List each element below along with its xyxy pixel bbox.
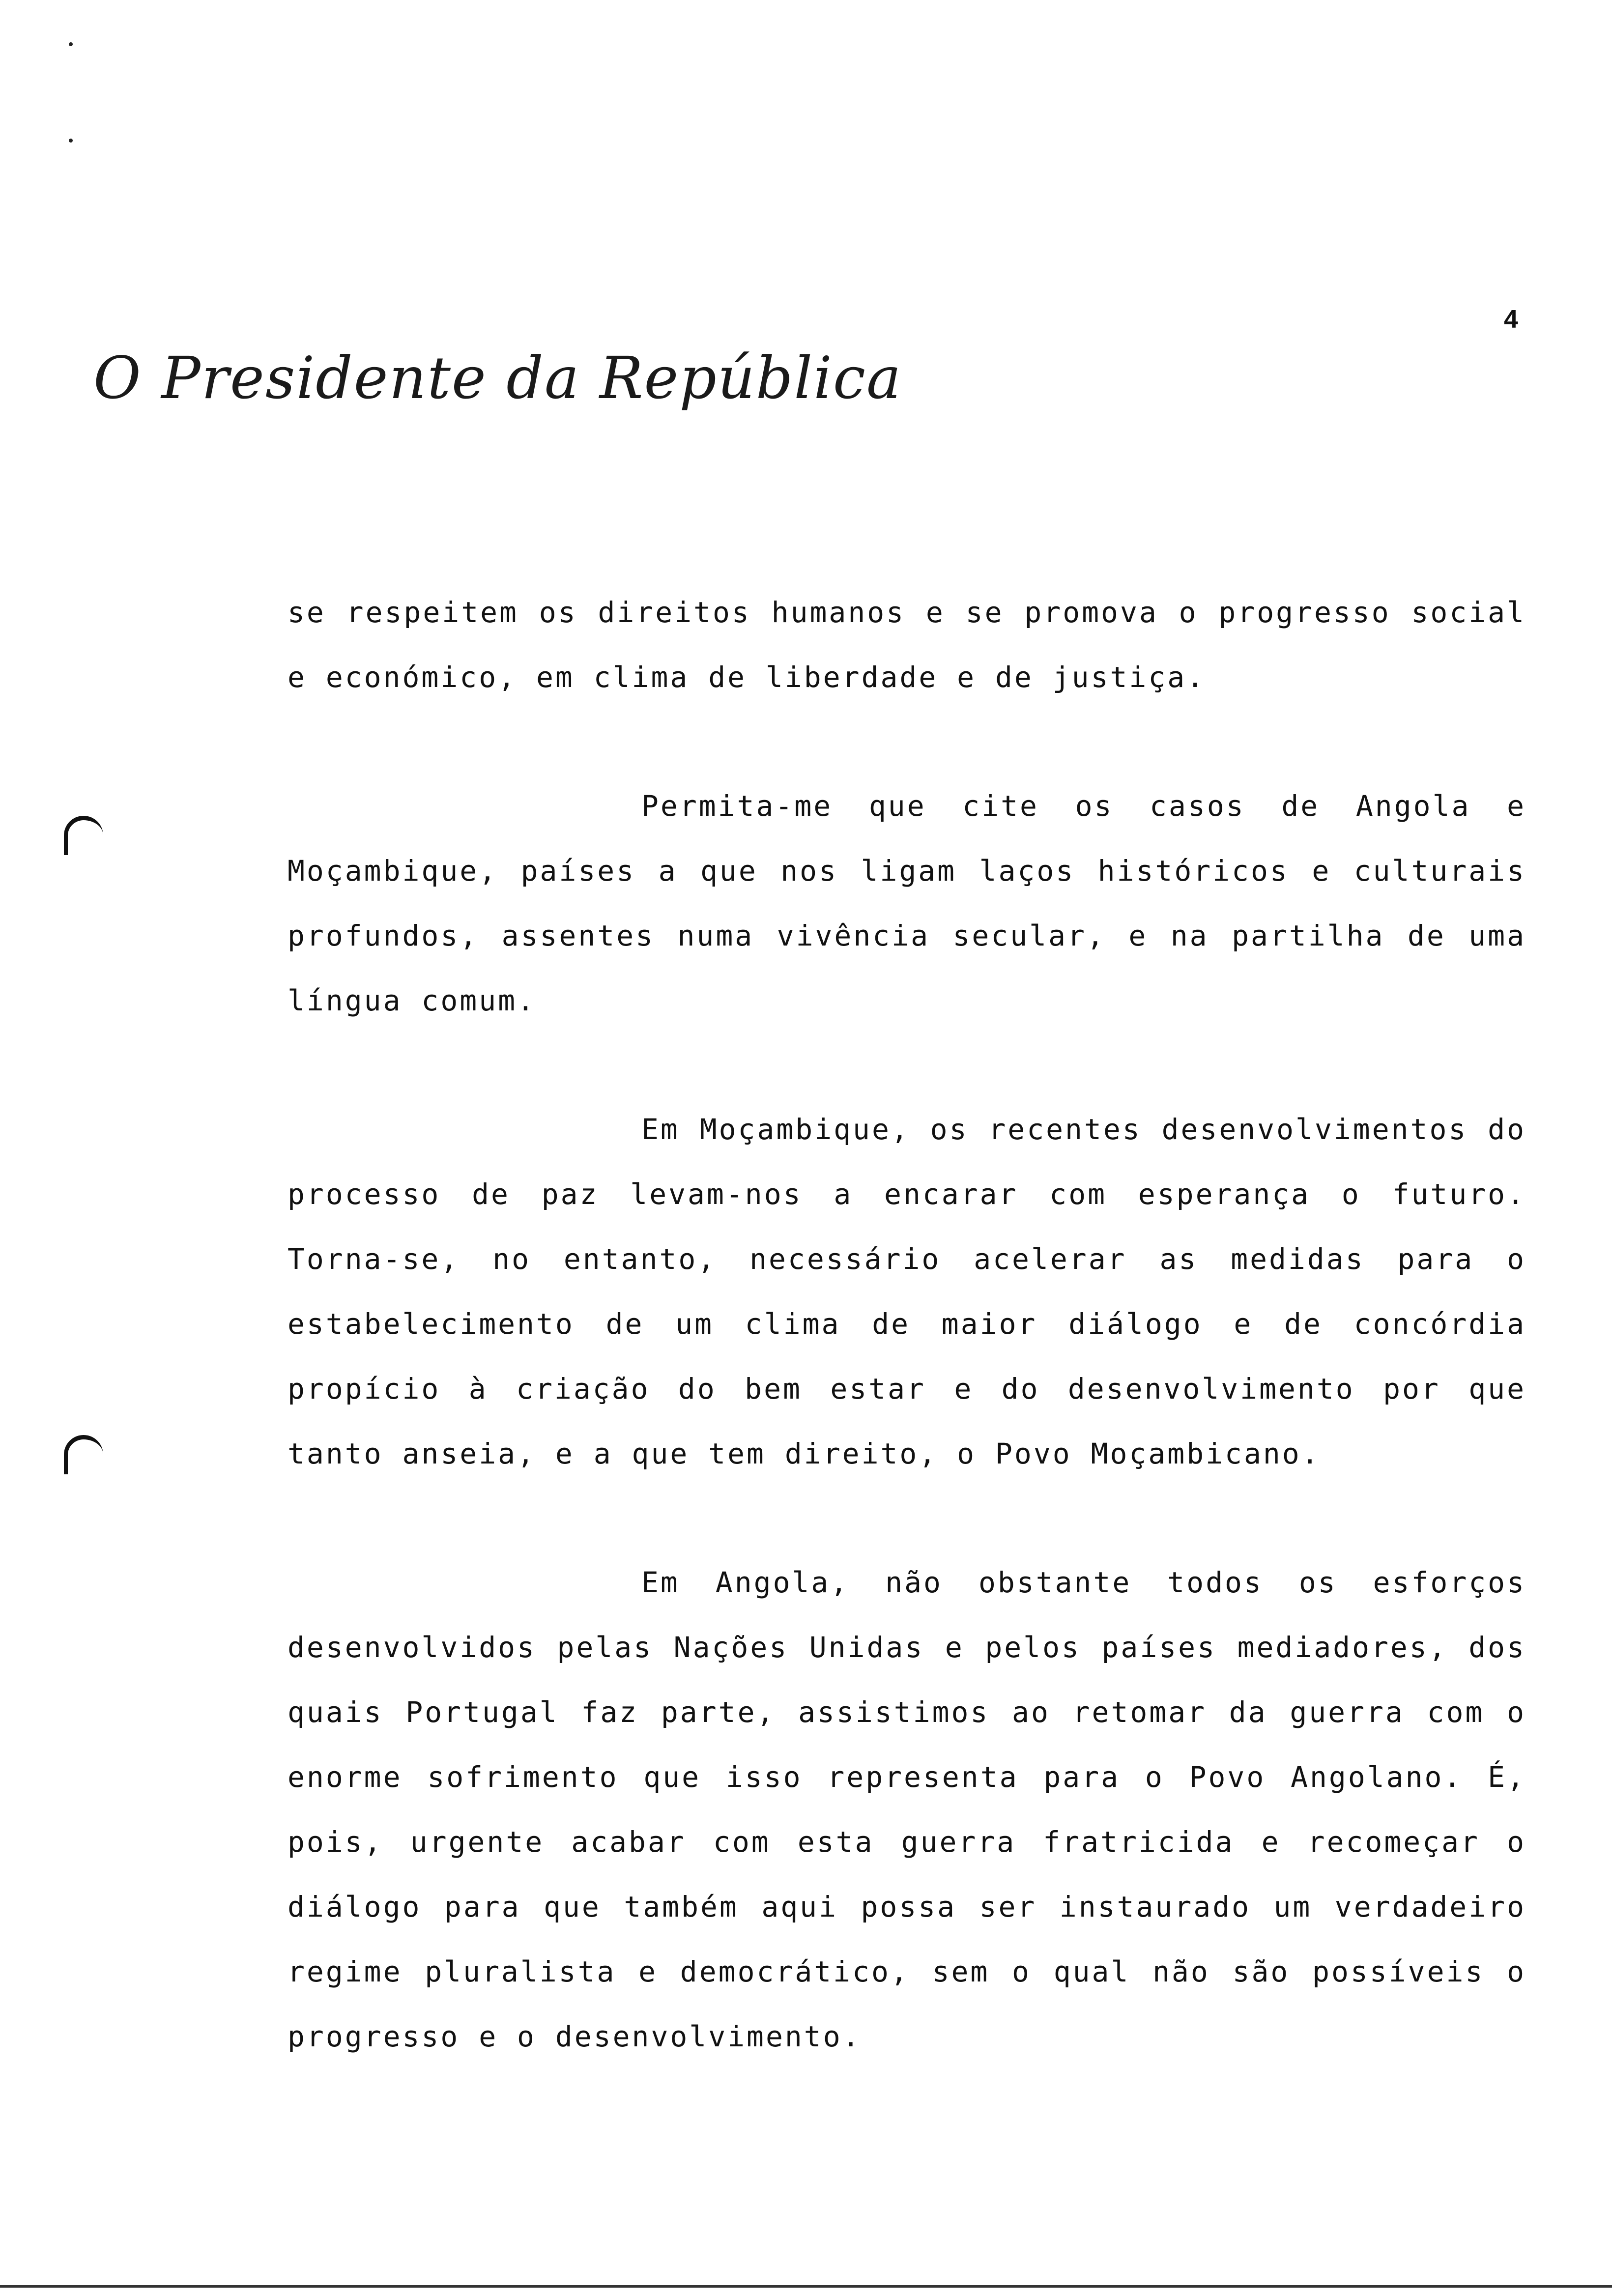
scan-speck xyxy=(69,42,73,46)
punch-hole-mark xyxy=(64,1435,103,1474)
paragraph: Em Moçambique, os recentes desenvolvimentos do processo de paz levam-nos a encarar com esperança o futuro. Torna-se, no entanto, necessário acelerar as medidas para o estabelecimento de um clima de maior diálogo e de concórdia propício à criação do bem estar e do desenvolvimento por que tanto anseia, e a que tem direito, o Povo Moçambicano. xyxy=(288,1113,1526,1470)
document-body xyxy=(288,580,1526,2069)
paragraph: se respeitem os direitos humanos e se promova o progresso social e económico, em clima de liberdade e de justiça. xyxy=(288,596,1526,694)
paragraph: Permita-me que cite os casos de Angola e Moçambique, países a que nos ligam laços históricos e culturais profundos, assentes numa vivência secular, e na partilha de uma língua comum. xyxy=(288,789,1526,1017)
paragraph: Em Angola, não obstante todos os esforços desenvolvidos pelas Nações Unidas e pelos países mediadores, dos quais Portugal faz parte, assistimos ao retomar da guerra com o enorme sofrimento que isso representa para o Povo Angolano. É, pois, urgente acabar com esta guerra fratricida e recomeçar o diálogo para que também aqui possa ser instaurado um verdadeiro regime pluralista e democrático, sem o qual não são possíveis o progresso e o desenvolvimento. xyxy=(288,1566,1526,2053)
punch-hole-mark xyxy=(64,816,103,855)
bottom-rule xyxy=(0,2285,1612,2288)
page-number: 4 xyxy=(1504,305,1518,334)
letterhead: O Presidente da República xyxy=(93,344,902,412)
scan-speck xyxy=(69,139,73,143)
